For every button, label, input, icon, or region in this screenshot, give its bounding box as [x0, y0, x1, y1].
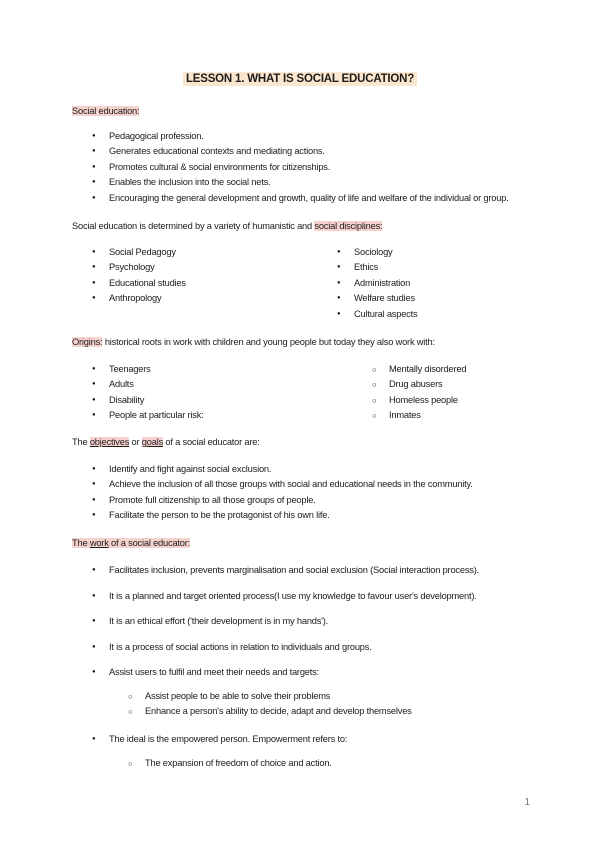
list-item: ● Facilitate the person to be the protagonist of his own life.	[92, 508, 473, 523]
list-item: ● People at particular risk:	[92, 408, 204, 423]
list-item: ○ Drug abusers	[372, 377, 466, 392]
list-item: ● Adults	[92, 377, 204, 392]
page-number: 1	[524, 797, 530, 808]
list-item: ● Encouraging the general development and growth, quality of life and welfare of the individual or group.	[92, 191, 509, 206]
disciplines-intro: Social education is determined by a variety of humanistic and social disciplines:	[72, 221, 383, 231]
list-item: ○ Assist people to be able to solve their problems	[128, 689, 412, 704]
social-education-list	[92, 129, 509, 206]
list-item: ● Disability	[92, 393, 204, 408]
list-item: ● It is a planned and target oriented process(I use my knowledge to favour user's development).	[92, 589, 479, 615]
assist-sublist	[128, 689, 412, 720]
list-item: ● Generates educational contexts and mediating actions.	[92, 144, 509, 159]
list-item: ● Facilitates inclusion, prevents marginalisation and social exclusion (Social interaction process).	[92, 563, 479, 589]
list-item: ● It is a process of social actions in relation to individuals and groups.	[92, 640, 479, 666]
ideal-sublist	[128, 756, 332, 771]
objectives-list	[92, 462, 473, 524]
ideal-list	[92, 732, 347, 747]
list-item: ● Assist users to fulfil and meet their needs and targets:	[92, 665, 479, 691]
disciplines-list-right	[337, 245, 417, 322]
work-heading: The work of a social educator:	[72, 538, 191, 548]
social-education-heading: Social education:	[72, 106, 140, 116]
list-item: ● It is an ethical effort ('their development is in my hands').	[92, 614, 479, 640]
list-item: ● Administration	[337, 276, 417, 291]
list-item: ● Promotes cultural & social environments for citizenships.	[92, 160, 509, 175]
list-item: ○ Inmates	[372, 408, 466, 423]
list-item: ○ The expansion of freedom of choice and action.	[128, 756, 332, 771]
list-item: ● Promote full citizenship to all those groups of people.	[92, 493, 473, 508]
list-item: ● Cultural aspects	[337, 307, 417, 322]
list-item: ● Psychology	[92, 260, 186, 275]
list-item: ● Pedagogical profession.	[92, 129, 509, 144]
origins-list-left	[92, 362, 204, 424]
list-item: ● Identify and fight against social exclusion.	[92, 462, 473, 477]
list-item: ● Enables the inclusion into the social nets.	[92, 175, 509, 190]
objectives-intro: The objectives or goals of a social educator are:	[72, 437, 260, 447]
list-item: ○ Mentally disordered	[372, 362, 466, 377]
disciplines-list-left	[92, 245, 186, 307]
lesson-title: LESSON 1. WHAT IS SOCIAL EDUCATION?	[0, 73, 600, 85]
list-item: ● Educational studies	[92, 276, 186, 291]
list-item: ● Anthropology	[92, 291, 186, 306]
list-item: ● Social Pedagogy	[92, 245, 186, 260]
origins-paragraph: Origins: historical roots in work with children and young people but today they also work with:	[72, 337, 435, 347]
origins-list-right	[372, 362, 466, 424]
list-item: ● Achieve the inclusion of all those groups with social and educational needs in the community.	[92, 477, 473, 492]
list-item: ● Ethics	[337, 260, 417, 275]
list-item: ● Sociology	[337, 245, 417, 260]
list-item: ● The ideal is the empowered person. Empowerment refers to:	[92, 732, 347, 747]
work-list	[92, 563, 479, 691]
list-item: ● Teenagers	[92, 362, 204, 377]
list-item: ● Welfare studies	[337, 291, 417, 306]
list-item: ○ Homeless people	[372, 393, 466, 408]
list-item: ○ Enhance a person's ability to decide, adapt and develop themselves	[128, 704, 412, 719]
